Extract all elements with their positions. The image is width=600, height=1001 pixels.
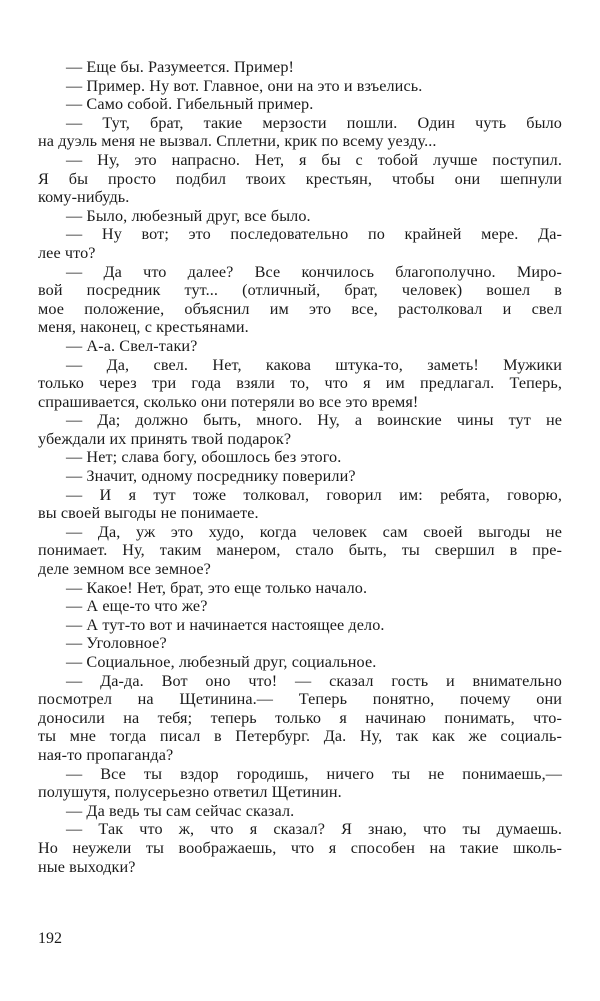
text-line: — Да, свел. Нет, какова штука-то, заметь! Мужики: [66, 355, 562, 374]
text-line: посмотрел на Щетинина.— Теперь понятно, почему они: [38, 690, 562, 709]
text-line: — Да что далее? Все кончилось благополучно. Миро-: [66, 262, 562, 281]
text-line: Я бы просто подбил твоих крестьян, чтобы они шепнули: [38, 169, 562, 188]
text-line: — А тут-то вот и начинается настоящее дело.: [66, 615, 385, 634]
page-body: [38, 58, 562, 876]
text-line: — Пример. Ну вот. Главное, они на это и взъелись.: [66, 76, 423, 95]
text-line: — Какое! Нет, брат, это еще только начало.: [66, 578, 368, 597]
text-line: — Социальное, любезный друг, социальное.: [66, 653, 377, 671]
text-line: — Так что ж, что я сказал? Я знаю, что ты думаешь.: [66, 820, 562, 839]
text-line: ты мне тогда писал в Петербург. Да. Ну, так как же социаль-: [38, 727, 562, 746]
text-line: — Значит, одному посреднику поверили?: [66, 467, 356, 486]
text-line: — Уголовное?: [66, 634, 167, 653]
text-line: — Все ты вздор городишь, ничего ты не понимаешь,—: [66, 764, 562, 783]
text-line: — Еще бы. Разумеется. Пример!: [66, 58, 295, 76]
text-line: — Да-да. Вот оно что! — сказал гость и внимательно: [66, 671, 562, 690]
text-line: ные выходки?: [38, 857, 136, 876]
text-line: — Тут, брат, такие мерзости пошли. Один чуть было: [66, 113, 562, 132]
text-line: лее что?: [38, 243, 96, 262]
text-line: — И я тут тоже толковал, говорил им: ребята, говорю,: [66, 485, 562, 504]
text-line: деле земном все земное?: [38, 560, 211, 579]
text-line: — А-а. Свел-таки?: [66, 336, 198, 355]
text-line: — Да; должно быть, много. Ну, а воинские чины тут не: [66, 411, 562, 430]
text-line: — Да, уж это худо, когда человек сам своей выгоды не: [66, 522, 562, 541]
text-line: доносили на тебя; теперь только я начинаю понимать, что-: [38, 708, 562, 727]
text-line: полушутя, полусерьезно ответил Щетинин.: [38, 783, 342, 802]
text-line: — Нет; слава богу, обошлось без этого.: [66, 448, 342, 467]
text-line: понимает. Ну, таким манером, стало быть, ты свершил в пре-: [38, 541, 562, 560]
text-line: вы своей выгоды не понимаете.: [38, 504, 259, 523]
text-line: спрашивается, сколько они потеряли во все это время!: [38, 392, 419, 411]
page-number: 192: [38, 930, 62, 947]
text-line: ная-то пропаганда?: [38, 745, 174, 764]
text-line: Но неужели ты воображаешь, что я способен на такие школь-: [38, 838, 562, 857]
text-line: — Ну, это напрасно. Нет, я бы с тобой лучше поступил.: [66, 150, 562, 169]
text-line: — Само собой. Гибельный пример.: [66, 95, 314, 114]
text-line: — Да ведь ты сам сейчас сказал.: [66, 801, 295, 820]
text-line: вой посредник тут... (отличный, брат, человек) вошел в: [38, 281, 562, 300]
text-line: мое положение, объяснил им это все, растолковал и свел: [38, 299, 562, 318]
text-line: меня, наконец, с крестьянами.: [38, 318, 249, 337]
text-line: только через три года взяли то, что я им предлагал. Теперь,: [38, 374, 562, 393]
text-line: убеждали их принять твой подарок?: [38, 429, 292, 448]
text-line: на дуэль меня не вызвал. Сплетни, крик по всему уезду...: [38, 132, 437, 151]
text-line: кому-нибудь.: [38, 188, 130, 207]
text-line: — А еще-то что же?: [66, 597, 208, 616]
text-line: — Ну вот; это последовательно по крайней мере. Да-: [66, 225, 562, 244]
text-line: — Было, любезный друг, все было.: [66, 206, 311, 225]
